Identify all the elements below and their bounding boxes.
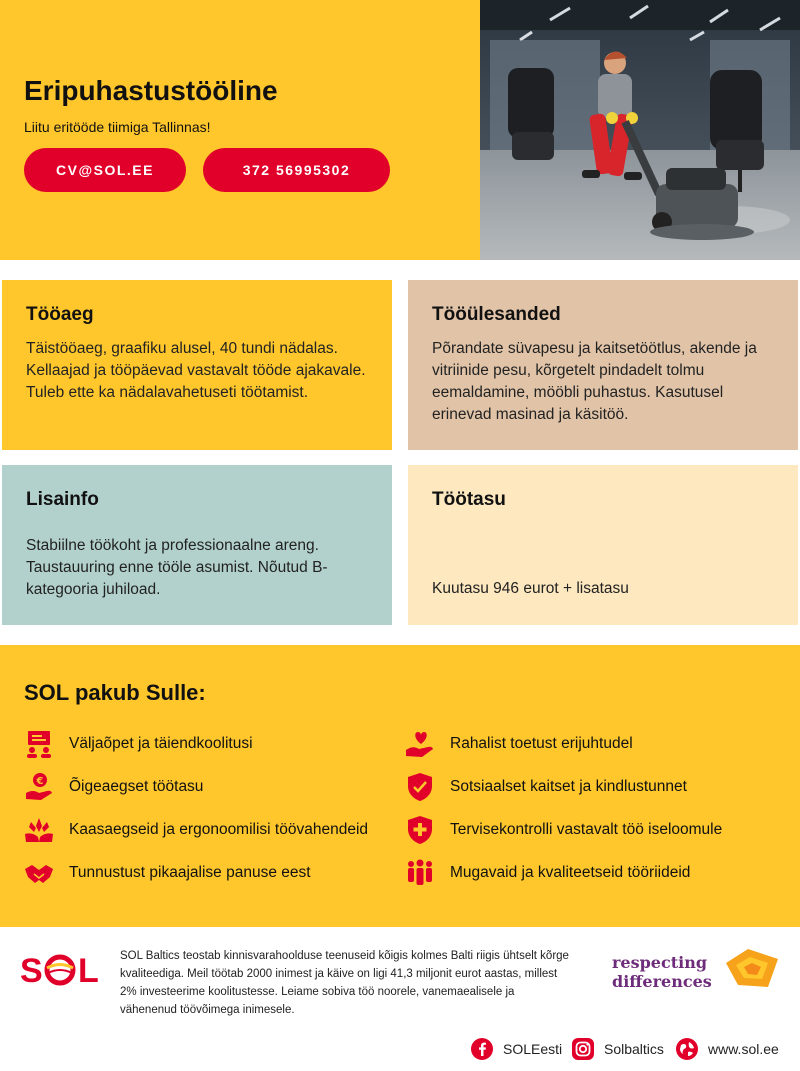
worktime-title: Tööaeg <box>26 304 94 325</box>
benefit-item <box>22 813 368 847</box>
extra-info-card <box>2 465 392 625</box>
header-text <box>24 75 464 135</box>
health-shield-icon <box>403 813 437 847</box>
benefit-label: Tervisekontrolli vastavalt töö iseloomule <box>450 821 723 838</box>
handshake-icon <box>22 856 56 890</box>
benefit-label: Väljaõpet ja täiendkoolitusi <box>69 735 253 752</box>
extra-info-text: Stabiilne töökoht ja professionaalne areng. Taustauuring enne tööle asumist. Nõutud B-kategooria juhiload. <box>26 537 328 598</box>
cleaning-worker-photo <box>480 0 800 260</box>
sol-logo <box>20 951 104 987</box>
benefit-label: Sotsiaalset kaitset ja kindlustunnet <box>450 778 687 795</box>
tasks-title: Tööülesanded <box>432 304 561 325</box>
slogan-line-2: differences <box>612 972 712 991</box>
svg-text:L: L <box>78 952 99 987</box>
slogan-line-1: respecting <box>612 953 708 972</box>
company-description: SOL Baltics teostab kinnisvarahoolduse teenuseid kõigis kolmes Balti riigis ühtselt kõrge kvaliteediga. Meil töötab 2000 inimest ja käive on ligi 41,3 miljonit eurot aastas, millest 2% investeerime koolitustesse. Leiame sobiva töö noorele, vanemaealisele ja vähenenud töövõimega inimesele. <box>120 950 569 1016</box>
training-icon <box>22 727 56 761</box>
worktime-card <box>2 280 392 450</box>
respecting-differences-slogan <box>612 953 712 991</box>
benefit-item <box>403 727 633 761</box>
benefits-section <box>0 645 800 927</box>
svg-text:S: S <box>20 952 43 987</box>
facebook-link[interactable] <box>470 1037 562 1061</box>
benefit-label: Õigeaegset töötasu <box>69 778 204 795</box>
benefit-label: Mugavaid ja kvaliteetseid tööriideid <box>450 864 691 881</box>
globe-icon <box>675 1037 699 1061</box>
benefit-item <box>22 727 253 761</box>
email-button[interactable]: CV@SOL.EE <box>24 148 186 192</box>
salary-text: Kuutasu 946 eurot + lisatasu <box>432 580 629 597</box>
benefit-item <box>22 770 203 804</box>
website-link[interactable] <box>675 1037 779 1061</box>
euro-hand-icon <box>22 770 56 804</box>
instagram-link[interactable] <box>571 1037 664 1061</box>
shield-check-icon <box>403 770 437 804</box>
tasks-card <box>408 280 798 450</box>
benefit-item <box>403 856 690 890</box>
svg-text:€: € <box>36 776 44 787</box>
benefit-label: Kaasaegseid ja ergonoomilisi töövahendeid <box>69 821 369 838</box>
website-label: www.sol.ee <box>708 1041 779 1057</box>
respecting-differences-logo <box>724 947 782 989</box>
heart-hand-icon <box>403 727 437 761</box>
salary-card <box>408 465 798 625</box>
people-icon <box>403 856 437 890</box>
header-banner <box>0 0 800 260</box>
benefit-label: Tunnustust pikaajalise panuse eest <box>69 864 311 881</box>
job-subtitle: Liitu eritööde tiimiga Tallinnas! <box>24 119 211 135</box>
footer <box>0 927 800 1071</box>
job-title: Eripuhastustööline <box>24 75 278 106</box>
extra-info-title: Lisainfo <box>26 489 99 510</box>
tools-hand-icon <box>22 813 56 847</box>
benefit-item <box>22 856 311 890</box>
salary-title: Töötasu <box>432 489 506 510</box>
facebook-label: SOLEesti <box>503 1041 563 1057</box>
facebook-icon <box>470 1037 494 1061</box>
benefit-item <box>403 813 722 847</box>
benefits-title: SOL pakub Sulle: <box>24 680 206 705</box>
worktime-text: Täistööaeg, graafiku alusel, 40 tundi nädalas. Kellaajad ja tööpäevad vastavalt tööde ajakavale. Tuleb ette ka nädalavahetuseti töötamist. <box>26 340 366 401</box>
instagram-label: Solbaltics <box>604 1041 664 1057</box>
benefit-item <box>403 770 687 804</box>
benefit-label: Rahalist toetust erijuhtudel <box>450 735 633 752</box>
phone-button[interactable]: 372 56995302 <box>203 148 390 192</box>
instagram-icon <box>571 1037 595 1061</box>
tasks-text: Põrandate süvapesu ja kaitsetöötlus, akende ja vitriinide pesu, kõrgetelt pindadelt tolmu eemaldamine, mööbli puhastus. Kasutusel erinevad masinad ja käsitöö. <box>432 340 757 423</box>
